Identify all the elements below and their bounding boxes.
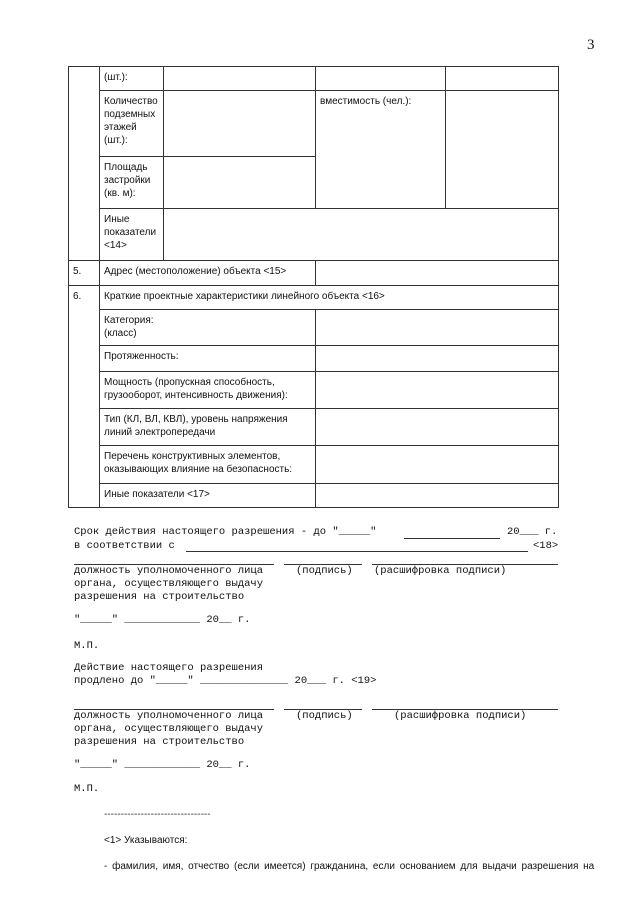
- permit-table: [68, 66, 559, 508]
- signature-caption: (подпись): [296, 565, 353, 577]
- value-cell: [446, 67, 559, 91]
- extension-text: Действие настоящего разрешения продлено до "_____" ______________ 20___ г. <19>: [74, 662, 377, 687]
- signature-caption: (подпись): [296, 710, 353, 722]
- value-cell: [316, 372, 559, 409]
- validity-month-line: [404, 538, 500, 539]
- value-cell: [164, 209, 559, 261]
- footnote-1: <1> Указываются:: [104, 835, 188, 846]
- official-position: должность уполномоченного лица органа, осуществляющего выдачу разрешения на строительство: [74, 710, 264, 748]
- value-cell: [316, 446, 559, 484]
- footnote-separator: --------------------------------: [104, 809, 211, 820]
- other-indicators-label: Иные показатели <17>: [100, 484, 316, 508]
- row-sht-label: (шт.):: [100, 67, 164, 91]
- sign-date: "_____" ____________ 20__ г.: [74, 614, 251, 626]
- validity-footnote: <18>: [533, 540, 559, 552]
- number-cell: [69, 67, 100, 261]
- value-cell: [316, 484, 559, 508]
- value-cell: [316, 409, 559, 446]
- stamp-label: М.П.: [74, 783, 100, 795]
- value-cell: [164, 67, 316, 91]
- value-cell: [316, 310, 559, 346]
- value-cell: [164, 157, 316, 209]
- validity-basis-line: [186, 551, 528, 552]
- value-cell: [316, 67, 446, 91]
- row6-number: 6.: [69, 286, 100, 508]
- capacity-label: вместимость (чел.):: [316, 91, 446, 209]
- length-label: Протяженность:: [100, 346, 316, 372]
- row6-label: Краткие проектные характеристики линейного объекта <16>: [100, 286, 559, 310]
- signature-decode-caption: (расшифровка подписи): [374, 565, 507, 577]
- row5-value: [316, 261, 559, 286]
- line-type-label: Тип (КЛ, ВЛ, КВЛ), уровень напряжения линий электропередачи: [100, 409, 316, 446]
- value-cell: [164, 91, 316, 157]
- capacity-value: [446, 91, 559, 209]
- value-cell: [316, 346, 559, 372]
- row-other-label: Иные показатели <14>: [100, 209, 164, 261]
- row5-number: 5.: [69, 261, 100, 286]
- row5-label: Адрес (местоположение) объекта <15>: [100, 261, 316, 286]
- validity-year: 20___ г.: [507, 526, 558, 538]
- elements-label: Перечень конструктивных элементов, оказывающих влияние на безопасность:: [100, 446, 316, 484]
- page-number: 3: [587, 37, 595, 53]
- official-position: должность уполномоченного лица органа, осуществляющего выдачу разрешения на строительство: [74, 565, 264, 603]
- power-label: Мощность (пропускная способность, грузооборот, интенсивность движения):: [100, 372, 316, 409]
- category-label: Категория: (класс): [100, 310, 316, 346]
- row-area-label: Площадь застройки (кв. м):: [100, 157, 164, 209]
- row-underground-floors-label: Количество подземных этажей (шт.):: [100, 91, 164, 157]
- signature-decode-caption: (расшифровка подписи): [394, 710, 527, 722]
- validity-basis-label: в соответствии с: [74, 540, 175, 552]
- stamp-label: М.П.: [74, 640, 100, 652]
- validity-text: Срок действия настоящего разрешения - до "_____": [74, 526, 383, 538]
- sign-date: "_____" ____________ 20__ г.: [74, 759, 251, 771]
- footnote-1-item: - фамилия, имя, отчество (если имеется) гражданина, если основанием для выдачи разрешения на: [104, 861, 595, 872]
